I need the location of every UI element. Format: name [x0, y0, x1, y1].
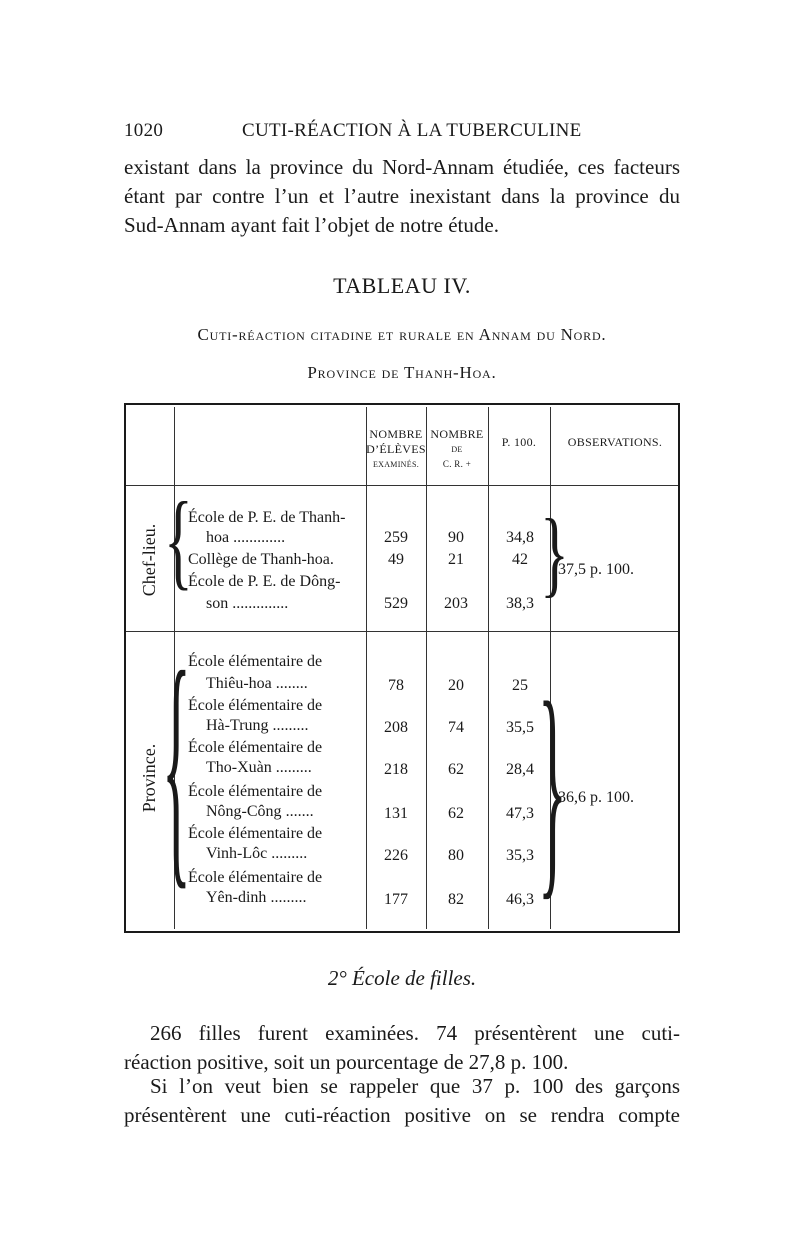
text-line: Sud-Annam ayant fait l’objet de notre étude. — [124, 213, 499, 237]
row-label: École élémentaire de — [188, 653, 323, 670]
cell-cr: 82 — [448, 891, 464, 908]
header-text: EXAMINÉS. — [372, 460, 420, 469]
row-label: son .............. — [206, 595, 289, 612]
table-title: TABLEAU IV. — [333, 273, 471, 298]
cell-cr: 74 — [448, 719, 464, 736]
data-table — [124, 403, 680, 933]
row-label-cont: son — [206, 595, 229, 612]
header-pct: P. 100. — [501, 435, 537, 449]
cell-pct: 46,3 — [506, 891, 534, 908]
cell-pct: 25 — [512, 677, 528, 694]
cell-cr: 62 — [448, 761, 464, 778]
row-label-cont: hoa — [206, 529, 230, 546]
text-line: existant dans la province du Nord-Annam étudiée, ces facteurs — [124, 155, 680, 179]
section-heading: 2° École de filles. — [327, 966, 477, 990]
cell-pct: 38,3 — [506, 595, 534, 612]
cell-cr: 203 — [444, 595, 468, 612]
group-label-province: Province. — [139, 743, 159, 813]
row-label: hoa ............. — [206, 529, 286, 546]
row-label: Tho-Xuàn ......... — [206, 759, 312, 776]
row-label: Yên-dinh ......... — [206, 889, 307, 906]
table-subcaption: Province de Thanh-Hoa. — [307, 363, 497, 382]
row-label: Vinh-Lôc ......... — [206, 845, 308, 862]
header-cr — [426, 427, 488, 472]
row-label-cont: Vinh-Lôc — [206, 845, 268, 862]
row-label-cont: Nông-Công — [206, 803, 282, 820]
cell-eleves: 218 — [384, 761, 408, 778]
cell-eleves: 78 — [388, 677, 404, 694]
row-label: École élémentaire de — [188, 783, 323, 800]
cell-eleves: 529 — [384, 595, 408, 612]
text-line: étant par contre l’un et l’autre inexistant dans la province du — [124, 184, 680, 208]
header-text: NOMBRE — [369, 427, 423, 441]
cell-pct: 47,3 — [506, 805, 534, 822]
table-caption: Cuti-réaction citadine et rurale en Annam du Nord. — [197, 325, 607, 344]
header-text: NOMBRE — [430, 427, 484, 441]
group-observation: 37,5 p. 100. — [558, 561, 634, 578]
row-label-cont: Tho-Xuàn — [206, 759, 272, 776]
group-rule — [126, 631, 678, 632]
group-observation: 36,6 p. 100. — [558, 789, 634, 806]
cell-cr: 90 — [448, 529, 464, 546]
row-label: Nông-Công ....... — [206, 803, 314, 820]
row-label-cont: Yên-dinh — [206, 889, 267, 906]
intro-paragraph — [124, 153, 680, 240]
row-label: École élémentaire de — [188, 697, 323, 714]
cell-pct: 35,5 — [506, 719, 534, 736]
cell-eleves: 226 — [384, 847, 408, 864]
group-label-chef-lieu: Chef-lieu. — [139, 523, 159, 597]
cell-cr: 21 — [448, 551, 464, 568]
row-label: Collège de Thanh-hoa. — [188, 551, 334, 568]
cell-eleves: 259 — [384, 529, 408, 546]
body-paragraph — [124, 1019, 680, 1077]
cell-eleves: 131 — [384, 805, 408, 822]
row-label: Thiêu-hoa ........ — [206, 675, 308, 692]
cell-eleves: 177 — [384, 891, 408, 908]
row-label: École de P. E. de Thanh- — [188, 509, 346, 526]
cell-pct: 35,3 — [506, 847, 534, 864]
row-label-cont: Hà-Trung — [206, 717, 269, 734]
page-number: 1020 — [124, 120, 164, 141]
row-label: Hà-Trung ......... — [206, 717, 309, 734]
header-rule — [126, 485, 678, 486]
header-text: D’ÉLÈVES — [366, 442, 426, 456]
cell-pct: 42 — [512, 551, 528, 568]
text-line: Si l’on veut bien se rappeler que 37 p. 100 des garçons — [150, 1074, 680, 1098]
body-paragraph — [124, 1072, 680, 1130]
text-line: présentèrent une cuti-réaction positive on se rendra compte — [124, 1103, 680, 1127]
cell-cr: 80 — [448, 847, 464, 864]
running-title: CUTI-RÉACTION À LA TUBERCULINE — [242, 120, 582, 141]
row-label: École élémentaire de — [188, 869, 323, 886]
header-eleves — [366, 427, 426, 472]
left-brace: { — [164, 480, 193, 600]
cell-pct: 28,4 — [506, 761, 534, 778]
cell-eleves: 208 — [384, 719, 408, 736]
cell-pct: 34,8 — [506, 529, 534, 546]
cell-cr: 62 — [448, 805, 464, 822]
text-line: réaction positive, soit un pourcentage de 27,8 p. 100. — [124, 1050, 569, 1074]
left-brace: { — [162, 619, 191, 911]
text-line: 266 filles furent examinées. 74 présentèrent une cuti- — [150, 1021, 680, 1045]
row-label: École élémentaire de — [188, 739, 323, 756]
header-text: DE — [451, 445, 463, 454]
header-obs: OBSERVATIONS. — [567, 435, 663, 449]
running-head — [124, 120, 680, 144]
row-label: École élémentaire de — [188, 825, 323, 842]
right-brace: { — [540, 500, 569, 606]
row-label: École de P. E. de Dông- — [188, 573, 341, 590]
row-label-cont: Thiêu-hoa — [206, 675, 272, 692]
header-text: C. R. + — [442, 459, 472, 469]
right-brace: { — [538, 655, 567, 919]
cell-cr: 20 — [448, 677, 464, 694]
cell-eleves: 49 — [388, 551, 404, 568]
